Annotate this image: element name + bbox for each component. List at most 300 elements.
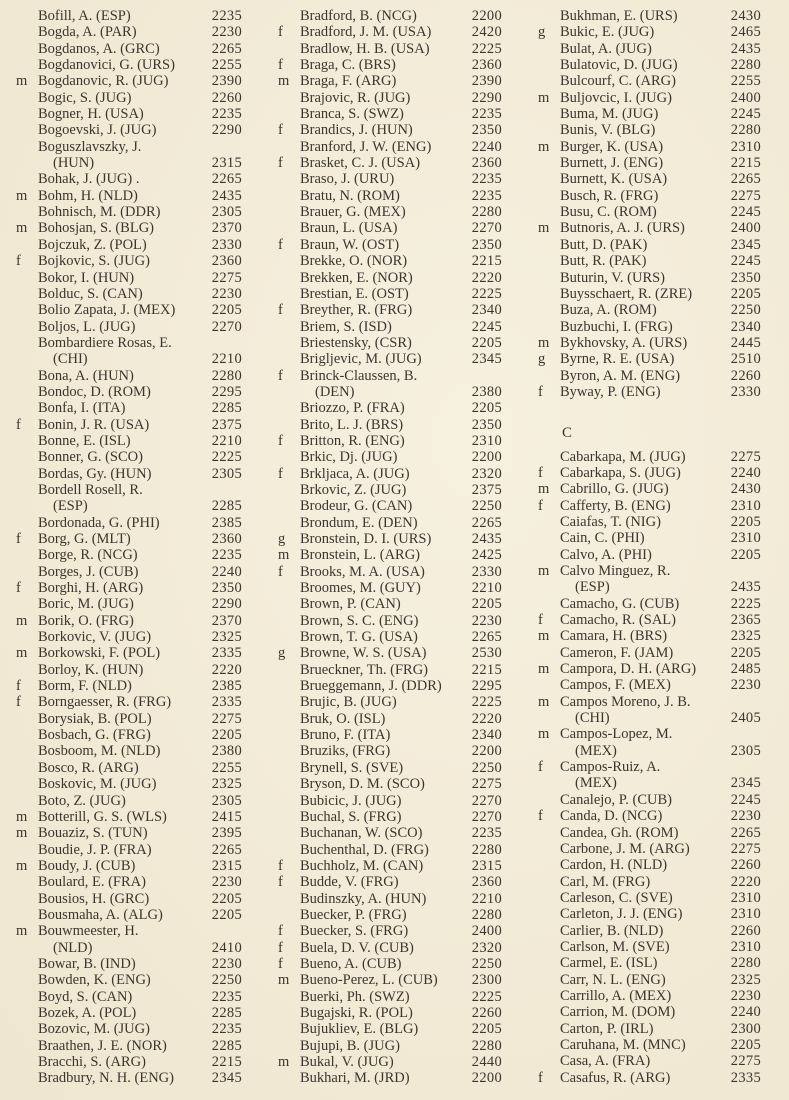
player-name: Butt, R. (PAK) xyxy=(560,253,647,270)
player-entry xyxy=(522,628,789,644)
player-rating: 2305 xyxy=(211,204,242,221)
player-entry xyxy=(0,874,270,890)
player-entry xyxy=(0,629,270,645)
title-marker: f xyxy=(16,694,21,711)
player-entry xyxy=(262,433,530,449)
player-name: Boyd, S. (CAN) xyxy=(38,988,133,1005)
player-rating: 2330 xyxy=(211,236,242,253)
player-name: Briozzo, P. (FRA) xyxy=(300,400,405,417)
player-name: Casa, A. (FRA) xyxy=(560,1053,651,1070)
player-name: Bronstein, D. I. (URS) xyxy=(300,531,432,547)
player-entry xyxy=(0,760,270,776)
player-entry xyxy=(262,956,530,972)
player-entry xyxy=(522,335,789,351)
player-name: Bogdanovic, R. (JUG) xyxy=(38,73,169,90)
player-rating: 2350 xyxy=(471,236,502,253)
player-name: Bogoevski, J. (JUG) xyxy=(38,122,157,139)
player-name: Brooks, M. A. (USA) xyxy=(300,563,425,580)
player-rating: 2230 xyxy=(471,612,502,629)
player-name: (CHI) xyxy=(575,710,610,727)
player-entry xyxy=(0,809,270,825)
player-rating: 2230 xyxy=(730,677,761,694)
player-entry xyxy=(522,726,789,742)
player-name: Bondoc, D. (ROM) xyxy=(38,383,151,400)
player-entry xyxy=(522,351,789,367)
player-entry xyxy=(262,743,530,759)
player-rating: 2250 xyxy=(471,955,502,972)
player-rating: 2225 xyxy=(471,988,502,1005)
player-name: Bombardiere Rosas, E. xyxy=(38,334,172,351)
player-rating: 2325 xyxy=(730,971,761,988)
title-marker: f xyxy=(278,122,283,139)
player-rating: 2395 xyxy=(211,825,242,842)
player-name: Busch, R. (FRG) xyxy=(560,187,659,204)
player-name: Brkic, Dj. (JUG) xyxy=(300,449,398,466)
player-rating: 2510 xyxy=(730,351,761,368)
player-entry xyxy=(0,171,270,187)
player-name: Cabarkapa, M. (JUG) xyxy=(560,448,686,465)
title-marker: f xyxy=(278,57,283,74)
player-rating: 2235 xyxy=(471,825,502,842)
player-entry xyxy=(262,711,530,727)
player-rating: 2385 xyxy=(211,514,242,531)
player-rating: 2265 xyxy=(471,514,502,531)
title-marker: f xyxy=(538,464,543,481)
player-rating: 2435 xyxy=(730,579,761,596)
player-entry xyxy=(0,1054,270,1070)
player-name: Campos Moreno, J. B. xyxy=(560,693,691,710)
player-rating: 2300 xyxy=(730,1020,761,1037)
player-name: Boudy, J. (CUB) xyxy=(38,857,136,874)
player-rating: 2310 xyxy=(730,497,761,514)
player-rating: 2295 xyxy=(211,383,242,400)
player-name: Borysiak, B. (POL) xyxy=(38,710,152,727)
player-name: Carrillo, A. (MEX) xyxy=(560,987,672,1004)
player-rating: 2230 xyxy=(211,874,242,891)
player-entry xyxy=(522,825,789,841)
player-rating: 2375 xyxy=(211,416,242,433)
player-rating: 2380 xyxy=(471,383,502,400)
player-name: Carl, M. (FRG) xyxy=(560,873,651,890)
player-name: Bruk, O. (ISL) xyxy=(300,710,386,727)
player-entry xyxy=(0,596,270,612)
player-entry xyxy=(262,1021,530,1037)
player-rating: 2260 xyxy=(730,857,761,874)
player-rating: 2250 xyxy=(471,498,502,515)
player-rating: 2230 xyxy=(730,987,761,1004)
player-entry xyxy=(0,694,270,710)
player-entry xyxy=(262,253,530,269)
player-rating: 2280 xyxy=(730,57,761,74)
player-rating: 2265 xyxy=(211,171,242,188)
player-entry xyxy=(0,1005,270,1021)
player-name: Bradford, B. (NCG) xyxy=(300,8,417,24)
player-name: Cardon, H. (NLD) xyxy=(560,857,668,874)
player-rating: 2235 xyxy=(211,8,242,24)
player-name: Brestian, E. (OST) xyxy=(300,285,409,302)
title-marker: m xyxy=(538,481,550,498)
player-rating: 2270 xyxy=(471,792,502,809)
player-name: Boto, Z. (JUG) xyxy=(38,792,126,809)
player-entry xyxy=(262,449,530,465)
player-rating: 2200 xyxy=(471,449,502,466)
title-marker: m xyxy=(16,808,28,825)
player-entry xyxy=(262,122,530,138)
player-name: Brekken, E. (NOR) xyxy=(300,269,413,286)
player-entry xyxy=(0,907,270,923)
player-name: Borm, F. (NLD) xyxy=(38,678,132,695)
player-name: Bohm, H. (NLD) xyxy=(38,187,138,204)
title-marker: m xyxy=(16,645,28,662)
player-name: Borik, O. (FRG) xyxy=(38,612,134,629)
player-name: Breyther, R. (FRG) xyxy=(300,302,413,319)
player-entry xyxy=(262,727,530,743)
player-entry xyxy=(0,564,270,580)
player-rating: 2210 xyxy=(471,890,502,907)
player-rating: 2250 xyxy=(730,302,761,319)
player-rating: 2325 xyxy=(730,628,761,645)
player-name: Borngaesser, R. (FRG) xyxy=(38,694,172,711)
player-entry xyxy=(262,188,530,204)
player-entry xyxy=(0,613,270,629)
player-entry xyxy=(0,122,270,138)
title-marker: f xyxy=(538,497,543,514)
player-rating: 2345 xyxy=(211,1070,242,1087)
player-rating: 2380 xyxy=(211,743,242,760)
player-rating: 2240 xyxy=(730,1004,761,1021)
player-name: Bulat, A. (JUG) xyxy=(560,40,652,57)
player-entry xyxy=(262,1070,530,1086)
player-rating: 2290 xyxy=(211,122,242,139)
player-entry xyxy=(262,90,530,106)
player-name: Carmel, E. (ISL) xyxy=(560,955,658,972)
player-entry xyxy=(522,808,789,824)
player-entry xyxy=(0,482,270,498)
player-rating: 2215 xyxy=(471,253,502,270)
player-entry xyxy=(522,319,789,335)
player-name: Bogdanos, A. (GRC) xyxy=(38,40,160,57)
player-entry xyxy=(522,857,789,873)
title-marker: g xyxy=(538,351,546,368)
player-name: Bueno, A. (CUB) xyxy=(300,955,402,972)
player-name: Calvo Minguez, R. xyxy=(560,563,671,579)
player-entry xyxy=(0,270,270,286)
player-name: Calvo, A. (PHI) xyxy=(560,546,652,563)
player-entry xyxy=(0,41,270,57)
player-entry xyxy=(262,809,530,825)
player-rating: 2305 xyxy=(211,792,242,809)
player-name: Braathen, J. E. (NOR) xyxy=(38,1037,167,1054)
player-rating: 2215 xyxy=(211,1054,242,1070)
player-rating: 2335 xyxy=(211,694,242,711)
player-name: Bujukliev, E. (BLG) xyxy=(300,1021,419,1038)
title-marker: m xyxy=(278,73,290,90)
player-name: Bozek, A. (POL) xyxy=(38,1004,137,1021)
player-rating: 2325 xyxy=(211,629,242,646)
player-rating: 2345 xyxy=(730,236,761,253)
player-rating: 2350 xyxy=(211,580,242,597)
title-marker: m xyxy=(16,73,28,90)
player-entry xyxy=(522,481,789,497)
player-entry xyxy=(0,400,270,416)
player-name: Butnoris, A. J. (URS) xyxy=(560,220,685,237)
player-entry-continuation xyxy=(0,940,270,956)
player-name: Brown, S. C. (ENG) xyxy=(300,612,419,629)
player-entry xyxy=(0,776,270,792)
player-rating: 2305 xyxy=(730,742,761,759)
title-marker: f xyxy=(16,678,21,695)
player-rating: 2235 xyxy=(211,988,242,1005)
player-rating: 2350 xyxy=(471,416,502,433)
player-entry xyxy=(262,24,530,40)
player-name: Brasket, C. J. (USA) xyxy=(300,155,421,172)
player-rating: 2375 xyxy=(471,481,502,498)
player-entry xyxy=(262,319,530,335)
player-rating: 2425 xyxy=(471,547,502,564)
player-entry xyxy=(522,1070,789,1086)
player-name: Brito, L. J. (BRS) xyxy=(300,416,404,433)
player-name: Bosbach, G. (FRG) xyxy=(38,727,151,744)
player-rating: 2265 xyxy=(211,841,242,858)
player-rating: 2370 xyxy=(211,220,242,237)
player-name: Brown, P. (CAN) xyxy=(300,596,401,613)
player-entry xyxy=(522,286,789,302)
title-marker: f xyxy=(278,465,283,482)
player-entry xyxy=(262,662,530,678)
player-rating: 2340 xyxy=(471,302,502,319)
player-entry xyxy=(0,711,270,727)
player-entry xyxy=(0,645,270,661)
player-name: Bouwmeester, H. xyxy=(38,923,139,940)
player-entry xyxy=(522,955,789,971)
player-name: Briem, S. (ISD) xyxy=(300,318,392,335)
player-rating: 2200 xyxy=(471,743,502,760)
player-name: Bogic, S. (JUG) xyxy=(38,89,132,106)
player-name: Carleton, J. J. (ENG) xyxy=(560,906,683,923)
player-name: Brkovic, Z. (JUG) xyxy=(300,481,407,498)
player-entry xyxy=(0,73,270,89)
player-rating: 2205 xyxy=(471,1021,502,1038)
player-rating: 2225 xyxy=(471,694,502,711)
title-marker: f xyxy=(538,612,543,629)
player-rating: 2400 xyxy=(471,923,502,940)
player-rating: 2230 xyxy=(211,24,242,41)
player-entry xyxy=(262,220,530,236)
player-rating: 2290 xyxy=(471,89,502,106)
player-rating: 2485 xyxy=(730,661,761,678)
player-entry xyxy=(522,139,789,155)
player-entry xyxy=(0,923,270,939)
player-entry-continuation xyxy=(522,743,789,759)
player-entry xyxy=(0,547,270,563)
player-entry xyxy=(0,531,270,547)
player-entry xyxy=(522,1004,789,1020)
player-name: Borge, R. (NCG) xyxy=(38,547,138,564)
player-rating: 2345 xyxy=(471,351,502,368)
player-entry xyxy=(0,515,270,531)
title-marker: f xyxy=(16,416,21,433)
player-name: Caiafas, T. (NIG) xyxy=(560,513,661,530)
player-entry xyxy=(522,1037,789,1053)
player-rating: 2280 xyxy=(471,906,502,923)
player-rating: 2245 xyxy=(730,204,761,221)
player-rating: 2275 xyxy=(471,776,502,793)
player-rating: 2320 xyxy=(471,465,502,482)
player-name: Borkovic, V. (JUG) xyxy=(38,629,152,646)
player-entry xyxy=(0,727,270,743)
player-name: Borghi, H. (ARG) xyxy=(38,580,144,597)
title-marker: m xyxy=(16,187,28,204)
player-entry xyxy=(0,237,270,253)
player-entry xyxy=(522,8,789,24)
player-entry xyxy=(0,188,270,204)
player-name: Bonner, G. (SCO) xyxy=(38,449,143,466)
player-rating: 2335 xyxy=(211,645,242,662)
player-name: Borg, G. (MLT) xyxy=(38,531,131,547)
player-rating: 2325 xyxy=(211,776,242,793)
player-entry xyxy=(262,547,530,563)
player-rating: 2265 xyxy=(730,171,761,188)
title-marker: f xyxy=(538,383,543,400)
player-rating: 2300 xyxy=(471,972,502,989)
player-rating: 2285 xyxy=(211,1037,242,1054)
player-rating: 2290 xyxy=(211,596,242,613)
player-name: Bonne, E. (ISL) xyxy=(38,432,131,449)
title-marker: f xyxy=(538,808,543,825)
player-name: Carleson, C. (SVE) xyxy=(560,889,673,906)
player-entry xyxy=(262,972,530,988)
player-name: Camacho, R. (SAL) xyxy=(560,612,676,629)
player-name: Boljos, L. (JUG) xyxy=(38,318,136,335)
title-marker: m xyxy=(538,661,550,678)
player-rating: 2320 xyxy=(471,939,502,956)
player-rating: 2205 xyxy=(211,906,242,923)
player-name: Burger, K. (USA) xyxy=(560,138,664,155)
title-marker: f xyxy=(278,302,283,319)
player-entry xyxy=(522,368,789,384)
player-rating: 2210 xyxy=(211,432,242,449)
title-marker: m xyxy=(538,138,550,155)
title-marker: m xyxy=(16,857,28,874)
player-entry xyxy=(262,73,530,89)
title-marker: m xyxy=(538,220,550,237)
player-name: Cabrillo, G. (JUG) xyxy=(560,481,669,498)
player-rating: 2430 xyxy=(730,8,761,24)
player-name: Campos-Ruiz, A. xyxy=(560,759,661,776)
player-entry xyxy=(0,417,270,433)
player-name: (ESP) xyxy=(575,579,610,596)
player-name: Carlier, B. (NLD) xyxy=(560,922,664,939)
player-entry-continuation xyxy=(0,155,270,171)
player-rating: 2230 xyxy=(211,285,242,302)
player-entry xyxy=(262,57,530,73)
player-entry xyxy=(0,956,270,972)
title-marker: f xyxy=(538,759,543,776)
player-name: Budde, V. (FRG) xyxy=(300,874,399,891)
player-entry xyxy=(0,825,270,841)
player-name: Branca, S. (SWZ) xyxy=(300,106,404,123)
title-marker: f xyxy=(278,955,283,972)
player-name: Boudie, J. P. (FRA) xyxy=(38,841,152,858)
player-name: Cameron, F. (JAM) xyxy=(560,644,674,661)
player-rating: 2205 xyxy=(471,334,502,351)
title-marker: m xyxy=(538,628,550,645)
title-marker: f xyxy=(278,939,283,956)
player-name: Brodeur, G. (CAN) xyxy=(300,498,413,515)
player-name: Bradford, J. M. (USA) xyxy=(300,24,432,41)
player-entry xyxy=(0,678,270,694)
player-entry xyxy=(522,155,789,171)
column-1 xyxy=(0,8,270,1087)
player-entry xyxy=(522,449,789,465)
title-marker: f xyxy=(538,1069,543,1086)
player-rating: 2220 xyxy=(211,661,242,678)
player-name: Bubicic, J. (JUG) xyxy=(300,792,402,809)
player-entry xyxy=(0,220,270,236)
player-rating: 2265 xyxy=(730,824,761,841)
player-entry-continuation xyxy=(522,775,789,791)
player-entry xyxy=(522,106,789,122)
column-3 xyxy=(522,8,789,1086)
player-rating: 2315 xyxy=(211,857,242,874)
player-entry xyxy=(522,645,789,661)
player-entry xyxy=(522,972,789,988)
player-name: Bojkovic, S. (JUG) xyxy=(38,253,150,270)
player-entry xyxy=(262,596,530,612)
player-rating: 2360 xyxy=(211,531,242,547)
player-entry xyxy=(0,335,270,351)
player-name: Bradbury, N. H. (ENG) xyxy=(38,1070,174,1087)
player-entry xyxy=(262,466,530,482)
player-entry xyxy=(522,237,789,253)
player-rating: 2215 xyxy=(730,155,761,172)
player-rating: 2315 xyxy=(211,155,242,172)
player-name: Brekke, O. (NOR) xyxy=(300,253,408,270)
player-entry xyxy=(522,661,789,677)
player-name: Braun, L. (USA) xyxy=(300,220,398,237)
player-rating: 2340 xyxy=(471,727,502,744)
player-name: Buerki, Ph. (SWZ) xyxy=(300,988,410,1005)
player-entry xyxy=(522,253,789,269)
player-rating: 2315 xyxy=(471,857,502,874)
player-rating: 2295 xyxy=(471,678,502,695)
player-entry xyxy=(262,891,530,907)
player-name: Carlson, M. (SVE) xyxy=(560,938,670,955)
player-name: Bracchi, S. (ARG) xyxy=(38,1054,146,1070)
player-rating: 2280 xyxy=(471,204,502,221)
player-name: Busu, C. (ROM) xyxy=(560,204,657,221)
player-rating: 2225 xyxy=(471,40,502,57)
player-entry xyxy=(262,368,530,384)
player-entry xyxy=(0,580,270,596)
player-rating: 2205 xyxy=(730,644,761,661)
player-rating: 2350 xyxy=(730,269,761,286)
title-marker: f xyxy=(278,155,283,172)
section-heading xyxy=(522,417,789,449)
player-entry xyxy=(0,139,270,155)
player-name: (NLD) xyxy=(53,939,93,956)
player-name: Bonfa, I. (ITA) xyxy=(38,400,126,417)
player-rating: 2205 xyxy=(730,1036,761,1053)
player-entry xyxy=(262,776,530,792)
player-entry xyxy=(262,171,530,187)
player-rating: 2345 xyxy=(730,775,761,792)
player-name: Bulatovic, D. (JUG) xyxy=(560,57,678,74)
player-name: Campora, D. H. (ARG) xyxy=(560,661,697,678)
player-entry xyxy=(522,57,789,73)
player-rating: 2360 xyxy=(471,155,502,172)
player-entry xyxy=(262,515,530,531)
